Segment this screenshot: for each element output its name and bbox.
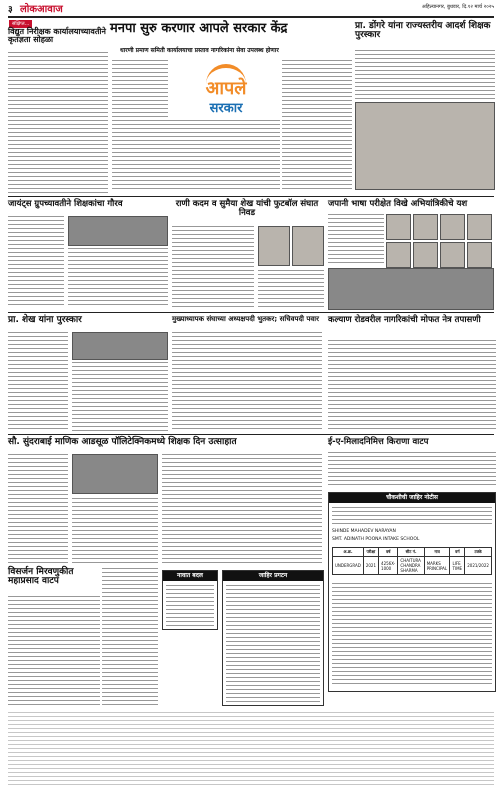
caution-table (332, 547, 492, 575)
public-notice-header (223, 571, 323, 581)
japani-group-photo (328, 268, 494, 310)
cm-headline: मुख्याध्यापक संघाच्या अध्यक्षपदी भुतकर; सचिवपदी पवार (172, 315, 319, 323)
football-photo-1 (258, 226, 290, 266)
namvat-header-text: नावात बदल (177, 572, 203, 579)
japani-headline: जपानी भाषा परीक्षेत विखे अभियांत्रिकीचे यश (328, 199, 468, 209)
sau-body-2 (72, 498, 158, 566)
japani-photo-8 (467, 242, 492, 268)
japani-photo-2 (413, 214, 438, 240)
elibrary-body (328, 452, 496, 488)
jayantrao-headline: जायंट्स ग्रुपच्यावतीने शिक्षकांचा गौरव (8, 199, 123, 209)
caution-doc-line: SMT. ADINATH POONA INTAKE SCHOOL (332, 537, 420, 542)
main-body-col3 (282, 60, 352, 190)
date-line: अहिल्यानगर, बुधवार, दि.१२ मार्च २०२५ (421, 4, 494, 10)
football-body (172, 226, 254, 310)
section-rule-2 (8, 312, 494, 313)
namvat-body (166, 585, 214, 627)
brief-body (8, 52, 108, 195)
table-header-cell: परीक्षा (363, 548, 378, 557)
table-cell: 2021 (363, 557, 378, 575)
main-headline: मनपा सुरु करणार आपले सरकार केंद्र (110, 21, 288, 36)
caution-body-2 (332, 583, 492, 687)
football-photo-2 (292, 226, 324, 266)
shelke-body-2 (72, 362, 168, 432)
japani-body (328, 214, 384, 264)
japani-photo-3 (440, 214, 465, 240)
sau-headline: सौ. सुंदराबाई माणिक आडसूळ पॉलिटेक्निकमध्ये शिक्षक दिन उत्साहात (8, 437, 237, 447)
bottom-strip (8, 712, 494, 788)
public-notice (222, 570, 324, 706)
visarjan-body-2 (102, 568, 158, 706)
table-cell: LIFE TIME (450, 557, 465, 575)
kalyan-headline: कल्याण रोडवरील नागरिकांची मोफत नेत्र तपासणी (328, 315, 481, 325)
japani-photo-7 (440, 242, 465, 268)
table-row (333, 557, 492, 575)
section-rule-1 (8, 196, 494, 197)
aaple-sarkar-logo (172, 62, 280, 118)
sau-body-3 (162, 454, 322, 566)
namvat-notice (162, 570, 218, 630)
public-notice-header-text: जाहिर प्रगटन (258, 572, 288, 579)
logo-top-text: आपले (205, 78, 247, 99)
masthead (8, 0, 494, 16)
masthead-rule (8, 16, 494, 18)
table-header-cell: अ.क्र. (333, 548, 364, 557)
table-cell: UNDERGRAD (333, 557, 364, 575)
jayantrao-body (8, 216, 64, 306)
shelke-body (8, 332, 68, 432)
elibrary-headline: ई-ए-मिलादनिमित्त किराणा वाटप (328, 437, 429, 447)
japani-photo-grid (386, 214, 494, 268)
sau-photo (72, 454, 158, 494)
football-headline: राणी कदम व सुमैया शेख यांची फुटबॉल संघात निवड (175, 199, 319, 218)
logo-bottom-text: सरकार (209, 101, 243, 116)
shelke-photo (72, 332, 168, 360)
visarjan-headline: विसर्जन मिरवणुकीत महाप्रसाद वाटप (8, 567, 74, 587)
jayantrao-body-2 (68, 248, 168, 308)
table-header-cell: वर्ष (379, 548, 398, 557)
cm-body (172, 332, 322, 432)
page-number: ३ (8, 5, 13, 15)
caution-notice (328, 492, 496, 692)
table-cell: 4256X-1000 (379, 557, 398, 575)
japani-photo-6 (413, 242, 438, 268)
dongre-body (355, 50, 495, 100)
japani-photo-4 (467, 214, 492, 240)
dongre-photo (355, 102, 495, 190)
main-body-right (168, 120, 280, 190)
main-body-left (112, 60, 168, 190)
caution-header (329, 493, 495, 503)
table-cell: MARKS PRINCIPAL (424, 557, 450, 575)
table-header-cell: सीट नं. (398, 548, 424, 557)
japani-photo-5 (386, 242, 411, 268)
table-header-cell: टक्के (465, 548, 492, 557)
caution-header-text: चौकशीची जाहिर नोटीस (386, 494, 438, 501)
main-subhead: धारणी प्रमाण समिती कार्यालयाचा प्रस्ताव नागरिकांना सेवा उपलब्ध होणार (120, 47, 279, 54)
table-cell: 2021/2022 (465, 557, 492, 575)
namvat-header (163, 571, 217, 581)
sau-body (8, 454, 68, 564)
caution-name-line: SHINDE MAHADEV NARAYAN (332, 529, 396, 534)
section-rule-3 (8, 434, 494, 435)
dongre-headline: प्रा. डोंगरे यांना राज्यस्तरीय आदर्श शिक्षक पुरस्कार (355, 21, 491, 41)
caution-body (332, 507, 492, 527)
brief-headline: विद्युत निरीक्षक कार्यालयाच्यावतीने कृतज्ञता सोहळा (8, 27, 106, 45)
table-cell: CHAITURA CHANDRA SHARMA (398, 557, 424, 575)
kalyan-body (328, 340, 496, 432)
jayantrao-photo (68, 216, 168, 246)
shelke-headline: प्रा. शेख यांना पुरस्कार (8, 315, 82, 325)
japani-photo-1 (386, 214, 411, 240)
brief-tag-text: संक्षिप्त... (12, 21, 30, 27)
paper-name: लोकआवाज (20, 4, 63, 15)
caution-table-header (333, 548, 492, 557)
public-notice-body (226, 585, 320, 703)
football-body-2 (258, 270, 324, 310)
table-header-cell: नाव (424, 548, 450, 557)
visarjan-body (8, 596, 100, 706)
table-header-cell: वर्ग (450, 548, 465, 557)
